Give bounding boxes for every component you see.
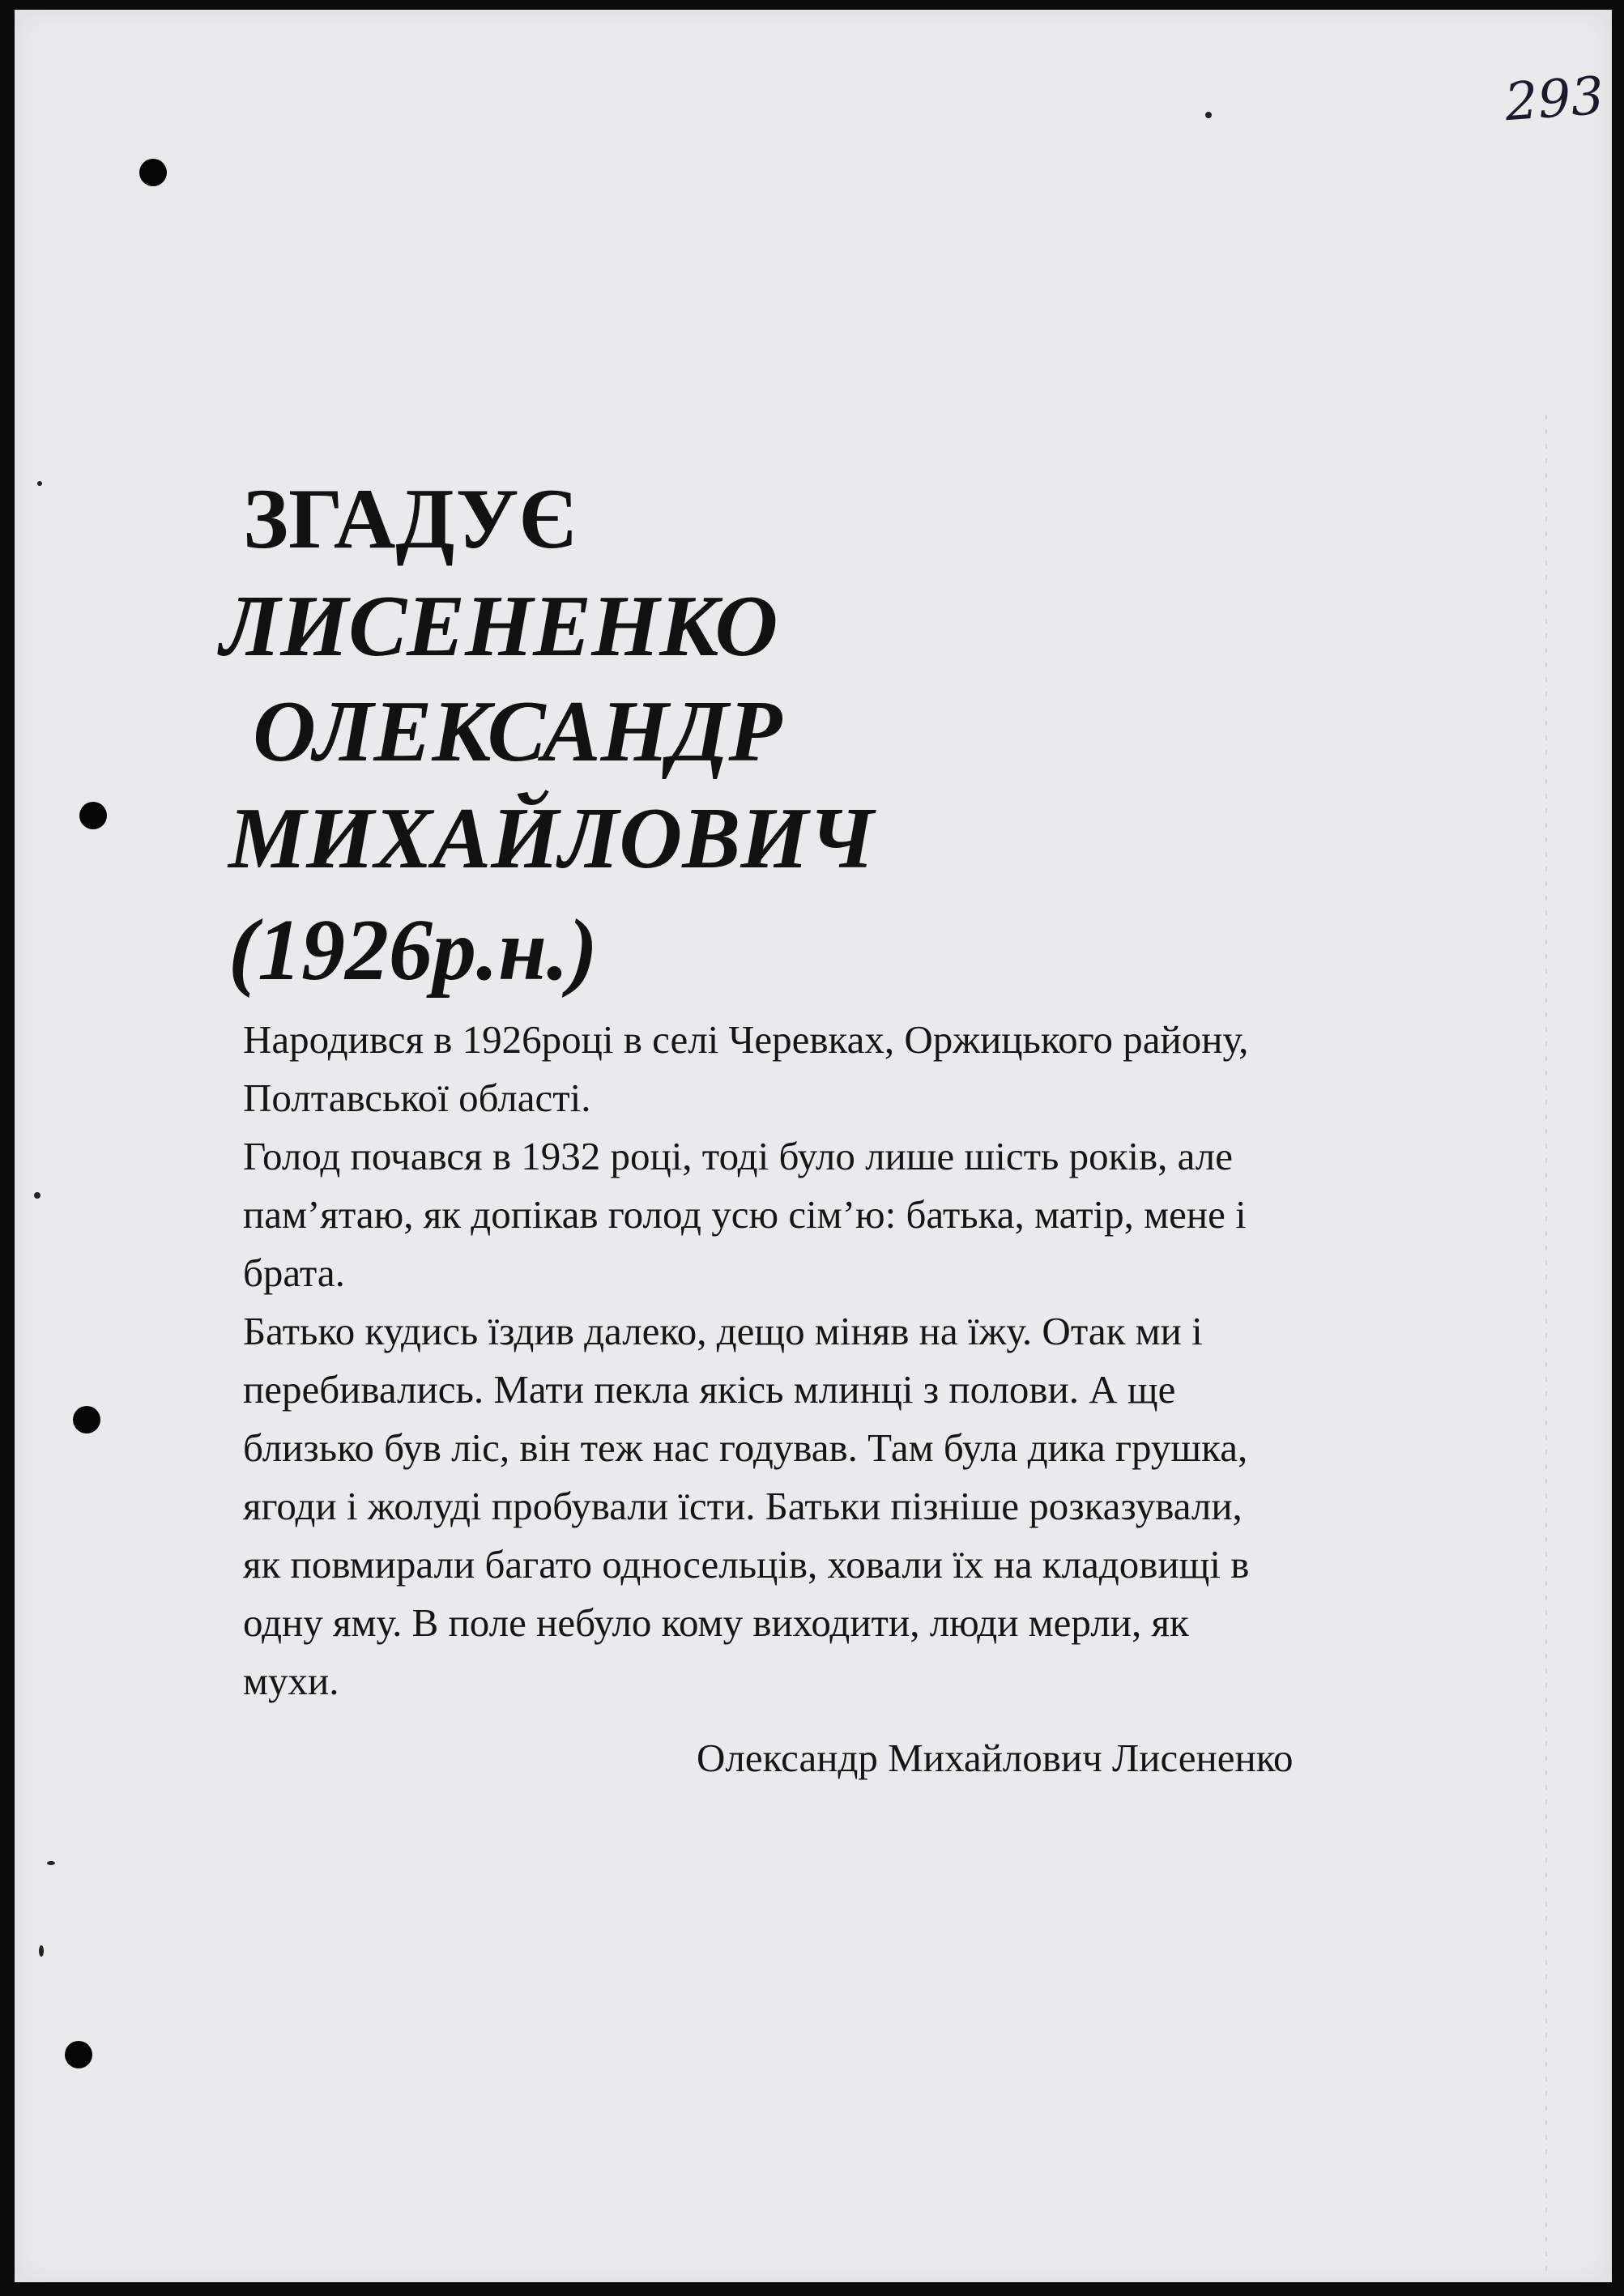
punch-hole [65, 2041, 92, 2068]
heading-first-name: ОЛЕКСАНДР [253, 684, 782, 780]
text-line: одну яму. В поле небуло кому виходити, люди мерли, як [243, 1600, 1189, 1645]
speck [39, 1945, 44, 1957]
punch-hole [139, 159, 167, 186]
scan-artifact [1545, 415, 1547, 2277]
heading-patronymic: МИХАЙЛОВИЧ [228, 790, 875, 887]
speck [1205, 112, 1212, 118]
text-line: Народився в 1926році в селі Черевках, Оржицького району, [243, 1017, 1249, 1062]
text-line: мухи. [243, 1659, 339, 1703]
speck [34, 1192, 40, 1199]
heading-birth-year: (1926р.н.) [228, 902, 598, 999]
text-line: брата. [243, 1250, 345, 1295]
text-line: перебивались. Мати пекла якісь млинці з полови. А ще [243, 1367, 1176, 1412]
text-line: близько був ліс, він теж нас годував. Там була дика грушка, [243, 1425, 1248, 1470]
punch-hole [79, 802, 107, 829]
document-page [15, 10, 1612, 2282]
signature: Олександр Михайлович Лисененко [697, 1736, 1294, 1780]
heading-surname: ЛИСЕНЕНКО [220, 578, 778, 675]
memoir-text [243, 1011, 1507, 1710]
text-line: Батько кудись їздив далеко, дещо міняв на їжу. Отак ми і [243, 1309, 1203, 1353]
text-line: пам’ятаю, як допікав голод усю сім’ю: батька, матір, мене і [243, 1192, 1247, 1237]
speck [47, 1861, 55, 1865]
text-line: як повмирали багато односельців, ховали їх на кладовищі в [243, 1542, 1250, 1587]
text-line: ягоди і жолуді пробували їсти. Батьки пізніше розказували, [243, 1484, 1243, 1528]
speck [37, 481, 42, 486]
text-line: Полтавської області. [243, 1076, 591, 1120]
page-number: 293 [1503, 66, 1606, 134]
punch-hole [73, 1406, 100, 1433]
heading-remembers: ЗГАДУЄ [243, 471, 578, 566]
text-line: Голод почався в 1932 році, тоді було лише шість років, але [243, 1134, 1234, 1178]
